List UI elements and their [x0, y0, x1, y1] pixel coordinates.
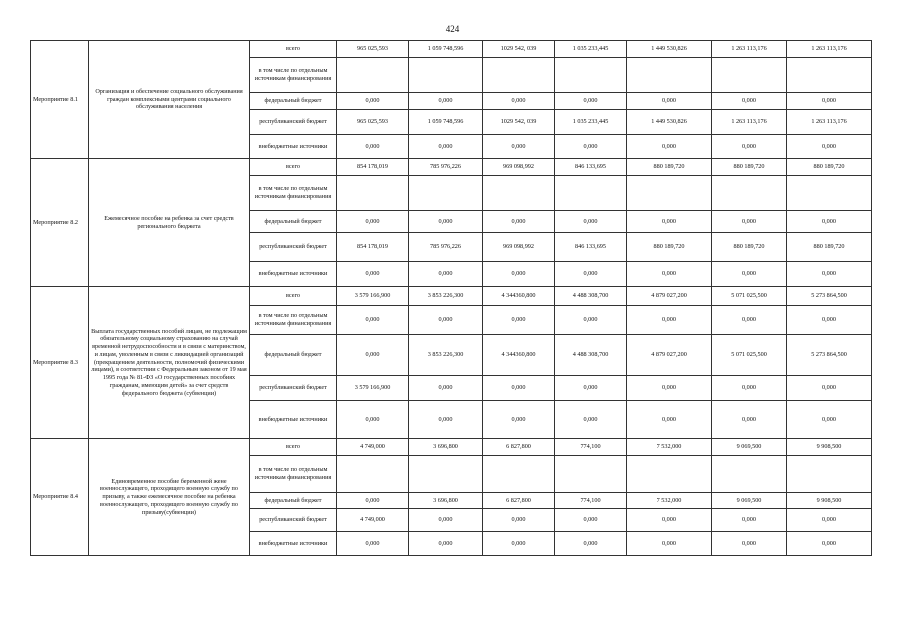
- amount-cell: [483, 176, 555, 211]
- amount-cell: 4 879 027,200: [627, 287, 712, 306]
- activity-name: Мероприятие 8.1: [31, 41, 89, 159]
- funding-source: в том числе по отдельным источникам финансирования: [250, 306, 337, 335]
- amount-cell: 0,000: [483, 532, 555, 556]
- amount-cell: 0,000: [627, 509, 712, 532]
- funding-source: в том числе по отдельным источникам финансирования: [250, 176, 337, 211]
- amount-cell: 9 069,500: [712, 493, 787, 509]
- amount-cell: 1 263 113,176: [712, 110, 787, 135]
- amount-cell: 880 189,720: [712, 233, 787, 262]
- amount-cell: 6 827,800: [483, 439, 555, 456]
- amount-cell: [409, 58, 483, 93]
- funding-source: федеральный бюджет: [250, 493, 337, 509]
- funding-source: внебюджетные источники: [250, 532, 337, 556]
- amount-cell: 0,000: [712, 509, 787, 532]
- amount-cell: 7 532,000: [627, 493, 712, 509]
- amount-cell: 0,000: [483, 401, 555, 439]
- funding-source: всего: [250, 41, 337, 58]
- amount-cell: 1 449 530,826: [627, 110, 712, 135]
- funding-source: всего: [250, 439, 337, 456]
- amount-cell: 0,000: [787, 306, 872, 335]
- amount-cell: 0,000: [555, 262, 627, 287]
- amount-cell: 0,000: [712, 93, 787, 110]
- funding-source: в том числе по отдельным источникам финансирования: [250, 456, 337, 493]
- amount-cell: [712, 456, 787, 493]
- funding-source: внебюджетные источники: [250, 262, 337, 287]
- amount-cell: 0,000: [483, 376, 555, 401]
- amount-cell: 0,000: [409, 211, 483, 233]
- amount-cell: [483, 456, 555, 493]
- amount-cell: 0,000: [627, 211, 712, 233]
- amount-cell: 0,000: [337, 135, 409, 159]
- amount-cell: 0,000: [337, 401, 409, 439]
- funding-source: всего: [250, 287, 337, 306]
- amount-cell: 774,100: [555, 439, 627, 456]
- amount-cell: 5 273 864,500: [787, 335, 872, 376]
- amount-cell: 1 035 233,445: [555, 41, 627, 58]
- amount-cell: 0,000: [627, 401, 712, 439]
- amount-cell: 1 059 748,596: [409, 110, 483, 135]
- amount-cell: [627, 58, 712, 93]
- activity-description: Организация и обеспечение социального обслуживания граждан комплексными центрами социального обслуживания населения: [89, 41, 250, 159]
- amount-cell: 0,000: [712, 211, 787, 233]
- amount-cell: 846 133,695: [555, 159, 627, 176]
- amount-cell: 0,000: [787, 93, 872, 110]
- amount-cell: 0,000: [555, 211, 627, 233]
- amount-cell: 1 263 113,176: [787, 41, 872, 58]
- amount-cell: 4 488 308,700: [555, 335, 627, 376]
- amount-cell: 3 696,800: [409, 493, 483, 509]
- amount-cell: [712, 58, 787, 93]
- amount-cell: 0,000: [787, 135, 872, 159]
- amount-cell: 0,000: [483, 93, 555, 110]
- amount-cell: 7 532,000: [627, 439, 712, 456]
- amount-cell: 0,000: [483, 306, 555, 335]
- table-body: [31, 41, 872, 556]
- activity-name: Мероприятие 8.2: [31, 159, 89, 287]
- amount-cell: [337, 456, 409, 493]
- amount-cell: 0,000: [337, 211, 409, 233]
- amount-cell: 774,100: [555, 493, 627, 509]
- amount-cell: 969 098,992: [483, 233, 555, 262]
- amount-cell: 0,000: [409, 401, 483, 439]
- amount-cell: 1 059 748,596: [409, 41, 483, 58]
- amount-cell: 4 344360,800: [483, 335, 555, 376]
- amount-cell: 846 133,695: [555, 233, 627, 262]
- table-row: [31, 41, 872, 58]
- amount-cell: 0,000: [555, 306, 627, 335]
- amount-cell: 5 273 864,500: [787, 287, 872, 306]
- amount-cell: [787, 456, 872, 493]
- amount-cell: 0,000: [409, 306, 483, 335]
- amount-cell: 0,000: [712, 532, 787, 556]
- amount-cell: [337, 58, 409, 93]
- amount-cell: 5 071 025,500: [712, 287, 787, 306]
- funding-source: республиканский бюджет: [250, 509, 337, 532]
- amount-cell: [627, 176, 712, 211]
- amount-cell: 0,000: [409, 135, 483, 159]
- amount-cell: 0,000: [337, 532, 409, 556]
- amount-cell: [409, 456, 483, 493]
- amount-cell: 0,000: [483, 135, 555, 159]
- amount-cell: 0,000: [555, 401, 627, 439]
- amount-cell: 880 189,720: [627, 159, 712, 176]
- amount-cell: 0,000: [555, 376, 627, 401]
- amount-cell: 0,000: [627, 532, 712, 556]
- amount-cell: 965 025,593: [337, 41, 409, 58]
- amount-cell: 1 035 233,445: [555, 110, 627, 135]
- table-row: [31, 439, 872, 456]
- funding-source: всего: [250, 159, 337, 176]
- amount-cell: 0,000: [555, 532, 627, 556]
- amount-cell: 0,000: [627, 306, 712, 335]
- amount-cell: 1 263 113,176: [712, 41, 787, 58]
- funding-source: федеральный бюджет: [250, 335, 337, 376]
- amount-cell: 0,000: [483, 211, 555, 233]
- amount-cell: 0,000: [555, 93, 627, 110]
- amount-cell: 0,000: [787, 532, 872, 556]
- amount-cell: 9 908,500: [787, 439, 872, 456]
- amount-cell: 0,000: [555, 509, 627, 532]
- amount-cell: 785 976,226: [409, 159, 483, 176]
- amount-cell: 0,000: [787, 376, 872, 401]
- amount-cell: 6 827,800: [483, 493, 555, 509]
- amount-cell: 0,000: [483, 262, 555, 287]
- amount-cell: 854 178,019: [337, 233, 409, 262]
- amount-cell: 4 344360,800: [483, 287, 555, 306]
- funding-source: республиканский бюджет: [250, 233, 337, 262]
- amount-cell: 0,000: [409, 93, 483, 110]
- amount-cell: 4 488 308,700: [555, 287, 627, 306]
- amount-cell: 0,000: [712, 401, 787, 439]
- amount-cell: 880 189,720: [712, 159, 787, 176]
- amount-cell: 0,000: [337, 335, 409, 376]
- amount-cell: 0,000: [409, 532, 483, 556]
- amount-cell: 4 749,000: [337, 509, 409, 532]
- amount-cell: 0,000: [712, 135, 787, 159]
- amount-cell: [627, 456, 712, 493]
- amount-cell: [787, 176, 872, 211]
- amount-cell: 0,000: [627, 135, 712, 159]
- amount-cell: 3 853 226,300: [409, 287, 483, 306]
- amount-cell: 0,000: [787, 509, 872, 532]
- funding-source: внебюджетные источники: [250, 135, 337, 159]
- funding-source: федеральный бюджет: [250, 93, 337, 110]
- amount-cell: 3 696,800: [409, 439, 483, 456]
- amount-cell: 3 853 226,300: [409, 335, 483, 376]
- amount-cell: 0,000: [409, 509, 483, 532]
- amount-cell: 5 071 025,500: [712, 335, 787, 376]
- amount-cell: 0,000: [337, 493, 409, 509]
- funding-source: федеральный бюджет: [250, 211, 337, 233]
- page-number: 424: [445, 24, 460, 34]
- amount-cell: 1 263 113,176: [787, 110, 872, 135]
- amount-cell: 0,000: [627, 262, 712, 287]
- amount-cell: 0,000: [627, 93, 712, 110]
- activity-name: Мероприятие 8.4: [31, 439, 89, 556]
- funding-source: внебюджетные источники: [250, 401, 337, 439]
- amount-cell: 9 908,500: [787, 493, 872, 509]
- amount-cell: [409, 176, 483, 211]
- amount-cell: [555, 176, 627, 211]
- amount-cell: 0,000: [712, 306, 787, 335]
- table-row: [31, 287, 872, 306]
- amount-cell: 3 579 166,900: [337, 376, 409, 401]
- table-row: [31, 159, 872, 176]
- amount-cell: 0,000: [787, 262, 872, 287]
- amount-cell: [555, 58, 627, 93]
- amount-cell: 0,000: [787, 211, 872, 233]
- amount-cell: 0,000: [409, 262, 483, 287]
- amount-cell: 0,000: [712, 376, 787, 401]
- funding-source: республиканский бюджет: [250, 376, 337, 401]
- amount-cell: 1 449 530,826: [627, 41, 712, 58]
- amount-cell: 880 189,720: [787, 233, 872, 262]
- amount-cell: 0,000: [555, 135, 627, 159]
- amount-cell: 0,000: [712, 262, 787, 287]
- amount-cell: 0,000: [627, 376, 712, 401]
- amount-cell: [337, 176, 409, 211]
- budget-table: [30, 40, 872, 556]
- amount-cell: 0,000: [337, 306, 409, 335]
- activity-description: Единовременное пособие беременной жене военнослужащего, проходящего военную службу по призыву, а также ежемесячное пособие на ребенка военнослужащего, проходящего военную службу по призыву(субвенции): [89, 439, 250, 556]
- amount-cell: 969 098,992: [483, 159, 555, 176]
- amount-cell: 0,000: [787, 401, 872, 439]
- amount-cell: 880 189,720: [627, 233, 712, 262]
- amount-cell: 1029 542, 039: [483, 41, 555, 58]
- amount-cell: 880 189,720: [787, 159, 872, 176]
- amount-cell: [712, 176, 787, 211]
- amount-cell: 0,000: [337, 262, 409, 287]
- amount-cell: 0,000: [409, 376, 483, 401]
- amount-cell: 4 749,000: [337, 439, 409, 456]
- amount-cell: [555, 456, 627, 493]
- amount-cell: 3 579 166,900: [337, 287, 409, 306]
- amount-cell: 0,000: [483, 509, 555, 532]
- activity-description: Выплата государственных пособий лицам, не подлежащим обязательному социальному страхованию на случай временной нетрудоспособности и в связи с материнством, и лицам, уволенным в связи с ликвидацией организаций (прекращением деятельности, полномочий физическими лицами), в соответствии с Федеральным законом от 19 мая 1995 года № 81-ФЗ «О государственных пособиях гражданам, имеющим детей» за счет средств федерального бюджета (субвенции): [89, 287, 250, 439]
- activity-name: Мероприятие 8.3: [31, 287, 89, 439]
- amount-cell: [483, 58, 555, 93]
- amount-cell: 965 025,593: [337, 110, 409, 135]
- amount-cell: 9 069,500: [712, 439, 787, 456]
- amount-cell: 4 879 027,200: [627, 335, 712, 376]
- funding-source: республиканский бюджет: [250, 110, 337, 135]
- amount-cell: [787, 58, 872, 93]
- amount-cell: 785 976,226: [409, 233, 483, 262]
- funding-source: в том числе по отдельным источникам финансирования: [250, 58, 337, 93]
- amount-cell: 0,000: [337, 93, 409, 110]
- activity-description: Ежемесячное пособие на ребенка за счет средств регионального бюджета: [89, 159, 250, 287]
- amount-cell: 1029 542, 039: [483, 110, 555, 135]
- amount-cell: 854 178,019: [337, 159, 409, 176]
